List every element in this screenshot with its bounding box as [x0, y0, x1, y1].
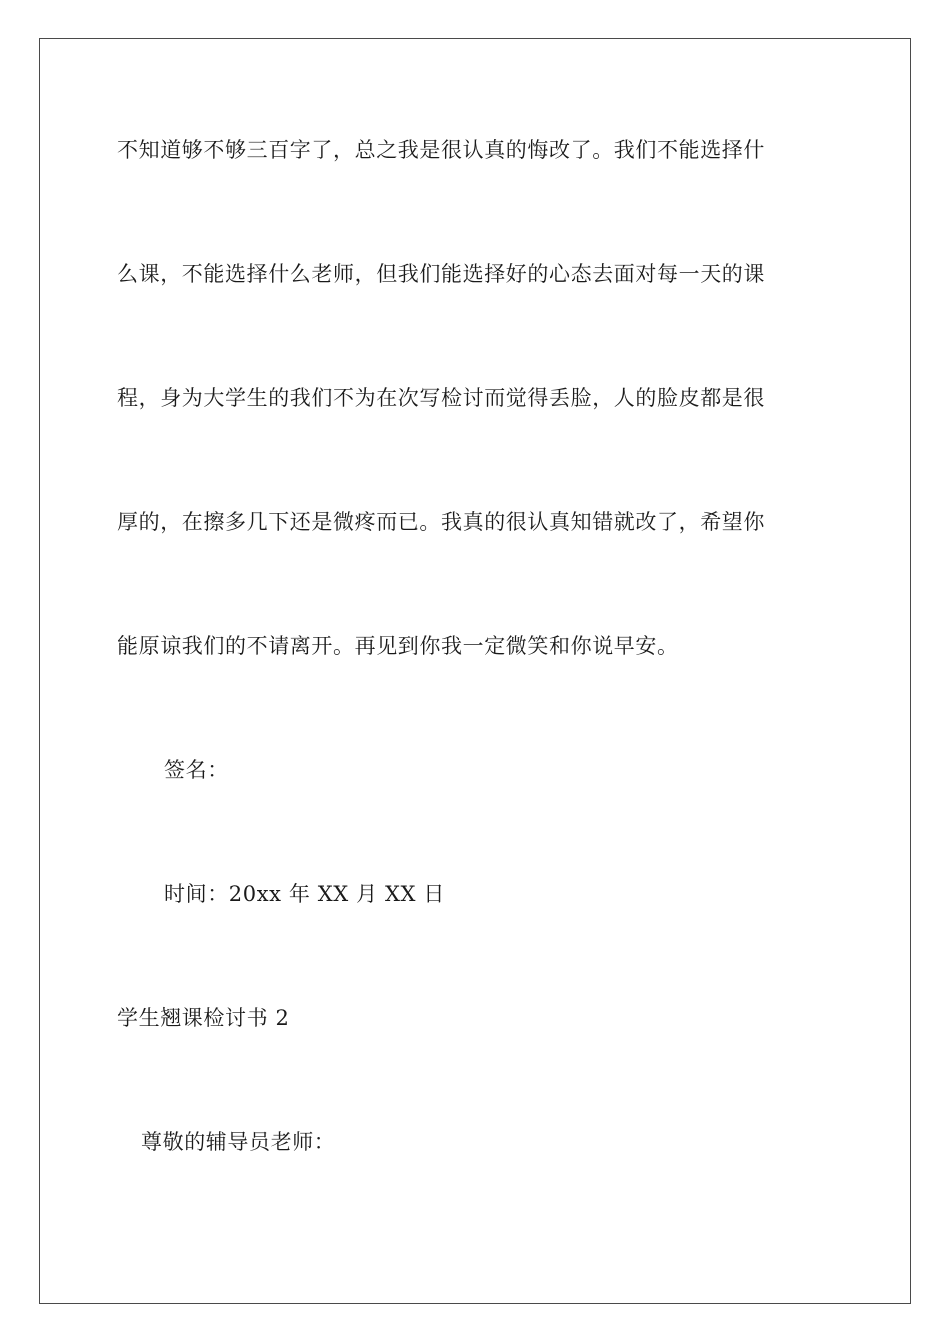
- paragraph-line: 程，身为大学生的我们不为在次写检讨而觉得丢脸，人的脸皮都是很: [117, 386, 765, 410]
- date-line: 时间：20xx 年 XX 月 XX 日: [164, 882, 445, 906]
- salutation: 尊敬的辅导员老师：: [141, 1130, 336, 1154]
- section-title: 学生翘课检讨书 2: [117, 1006, 290, 1030]
- paragraph-line: 厚的，在擦多几下还是微疼而已。我真的很认真知错就改了，希望你: [117, 510, 765, 534]
- signature-label: 签名：: [164, 758, 229, 782]
- paragraph-line: 不知道够不够三百字了，总之我是很认真的悔改了。我们不能选择什: [117, 138, 765, 162]
- paragraph-line: 么课，不能选择什么老师，但我们能选择好的心态去面对每一天的课: [117, 262, 765, 286]
- paragraph-line: 能原谅我们的不请离开。再见到你我一定微笑和你说早安。: [117, 634, 679, 658]
- page-border: [39, 38, 911, 1304]
